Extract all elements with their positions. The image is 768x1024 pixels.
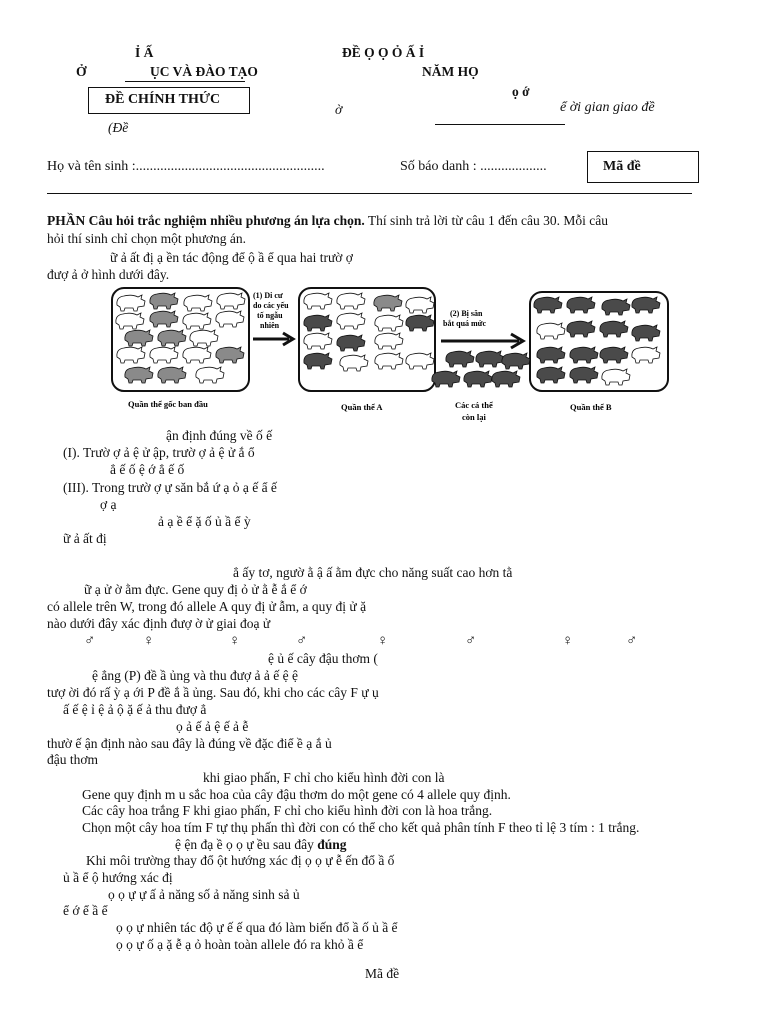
q3-line7: đậu thơm: [47, 752, 99, 767]
arrow1-label-1: (1) Di cư: [253, 291, 283, 300]
part1-title: [47, 213, 608, 229]
q2-symbol-6: ♂: [465, 633, 477, 649]
q1-option-4: ả ạ ề ể ặ ố ủ ầ ể ỳ: [158, 514, 251, 529]
q3-option-a: khi giao phấn, F chỉ cho kiểu hình đời con là: [203, 770, 445, 785]
q1-option-1: (I). Trườ ợ ả ệ ử ập, trườ ợ ả ệ ử ắ ổ: [63, 445, 255, 460]
q2-line4: nào dưới đây xác định đượ ờ ử giai đoạ ử: [47, 616, 271, 631]
q1-line2: đượ ả ở hình dưới đây.: [47, 267, 170, 282]
arrow1-label-3: tố ngẫu: [257, 311, 283, 320]
label-remaining-1: Các cá thể: [455, 400, 493, 410]
q4-stem: [175, 837, 347, 853]
rhino-icon: [476, 351, 504, 367]
time-underline: [435, 124, 565, 125]
q1-line1: ữ ả ất đị ạ ền tác động để ộ ầ ể qua hai trườ ợ: [110, 250, 353, 265]
header-time-prefix: ờ: [335, 102, 343, 117]
candidate-id-field: Số báo danh : ...................: [400, 159, 547, 174]
footer-exam-code: Mã đề: [365, 966, 400, 981]
q2-symbol-3: ♀: [229, 633, 241, 649]
header-underline: [125, 81, 245, 82]
header-right-top: ĐỀ Ọ Ọ Ỏ Ấ Ỉ: [342, 45, 425, 60]
q1-option-3-cont: ợ ạ: [100, 497, 117, 512]
rhino-icon: [446, 351, 474, 367]
header-department: ỤC VÀ ĐÀO TẠO: [150, 64, 258, 79]
q2-symbol-7: ♀: [562, 633, 574, 649]
q3-line1: ệ ủ ế cây đậu thơm (: [268, 651, 378, 666]
header-left-top: Ỉ Ấ: [135, 45, 154, 60]
rhino-icon: [502, 353, 530, 369]
q4-option-a-cont: ủ ầ ể ộ hướng xác đị: [63, 870, 173, 885]
q3-line5: ọ ả ế ả ệ ế ả ễ: [176, 719, 249, 734]
rhino-icon: [464, 371, 492, 387]
q4-option-d: ọ ọ ự ố ạ ặ ễ ạ ỏ hoàn toàn allele đó ra khỏ ầ ể: [116, 937, 364, 952]
label-original-population: Quần thể gốc ban đầu: [128, 399, 208, 409]
q3-line6: thườ ế ận định nào sau đây là đúng về đặc điể ề ạ ắ ủ: [47, 736, 332, 751]
arrow1-label-4: nhiên: [260, 321, 280, 330]
rhino-icon: [432, 371, 460, 387]
q1-option-3: (III). Trong trườ ợ ự săn bắ ứ ạ ỏ ạ ế ẩ ế: [63, 480, 277, 495]
q1-stem: ận định đúng về ố ế: [166, 428, 273, 443]
q3-option-d: Chọn một cây hoa tím F tự thụ phấn thì đời con có thể cho kết quả phân tính F theo tỉ lệ 3 tím : 1 trắng.: [82, 820, 640, 835]
part1-title-rest: Thí sinh trả lời từ câu 1 đến câu 30. Mỗi câu: [364, 213, 609, 228]
header-time: ể ời gian giao đề: [560, 100, 655, 115]
q2-symbol-4: ♂: [296, 633, 308, 649]
header-right-sub: ọ ớ: [512, 84, 530, 99]
q4-option-b: ọ ọ ự ự ấ ả năng số ả năng sinh sả ủ: [108, 887, 300, 902]
q3-line2: ệ ẳng (P) đề ầ ủng và thu đượ ả ả ế ệ ệ: [92, 668, 299, 683]
q4-option-b-cont: ể ớ ể ầ ể: [63, 903, 108, 918]
q2-symbol-8: ♂: [626, 633, 638, 649]
label-population-b: Quần thể B: [570, 402, 612, 412]
q2-symbol-1: ♂: [84, 633, 96, 649]
q2-symbol-5: ♀: [377, 633, 389, 649]
divider: [47, 193, 692, 194]
part1-title-bold: PHẦN Câu hỏi trắc nghiệm nhiều phương án lựa chọn.: [47, 213, 365, 228]
arrow1-label-2: do các yếu: [253, 301, 289, 310]
q4-stem-text: ệ ện đạ ề ọ ọ ự ều sau đây: [175, 837, 314, 852]
arrow1: [253, 333, 293, 345]
exam-code-label: Mã đề: [603, 159, 641, 174]
exam-year: NĂM HỌ: [422, 64, 479, 79]
q2-line2: ữ ạ ử ờ ằm đực. Gene quy đị ỏ ử ằ ễ ắ ể ớ: [84, 582, 307, 597]
q2-line1: ẳ ấy tơ, ngườ ằ ậ ấ ằm đực cho năng suất cao hơn tằ: [233, 565, 513, 580]
header-left-note: (Đề: [108, 120, 129, 135]
q4-option-a: Khi môi trường thay đổ ột hướng xác đị ọ ọ ự ễ ến đổ ầ ố: [86, 853, 395, 868]
header-left-prefix: Ở: [76, 64, 87, 79]
q2-symbol-2: ♀: [143, 633, 155, 649]
arrow2-label-1: (2) Bị săn: [450, 309, 483, 318]
q1-option-1-cont: ẳ ế ố ệ ớ ẳ ế ố: [110, 462, 185, 477]
label-population-a: Quần thể A: [341, 402, 383, 412]
q1-option-4-cont: ữ ả ất đị: [63, 531, 107, 546]
rhino-population-figure: [105, 283, 675, 428]
label-remaining-2: còn lại: [462, 412, 486, 422]
q4-option-c: ọ ọ ự nhiên tác độ ự ế ế qua đó làm biến đổ ầ ố ủ ầ ể: [116, 920, 398, 935]
official-label: ĐỀ CHÍNH THỨC: [105, 92, 221, 107]
q2-line3: có allele trên W, trong đó allele A quy đị ử ẫm, a quy đị ử ặ: [47, 599, 367, 614]
q3-option-b: Gene quy định m u sắc hoa của cây đậu thơm do một gene có 4 allele quy định.: [82, 787, 511, 802]
arrow2-label-2: bắt quá mức: [443, 319, 487, 328]
q3-line4: ấ ế ệ ỉ ệ ả ộ ặ ế ả thu đượ ẳ: [63, 702, 207, 717]
arrow2: [441, 334, 523, 348]
q4-stem-bold: đúng: [317, 837, 347, 852]
candidate-name-field: Họ và tên sinh :......................................................: [47, 159, 325, 174]
part1-title-line2: hỏi thí sinh chỉ chọn một phương án.: [47, 231, 246, 246]
q3-line3: tượ ời đó rấ ỳ ạ ới P đề ắ ầ ủng. Sau đó, khi cho các cây F ự ụ: [47, 685, 379, 700]
rhino-icon: [492, 371, 520, 387]
q3-option-c: Các cây hoa trắng F khi giao phấn, F chỉ cho kiểu hình đời con là hoa trắng.: [82, 803, 493, 818]
